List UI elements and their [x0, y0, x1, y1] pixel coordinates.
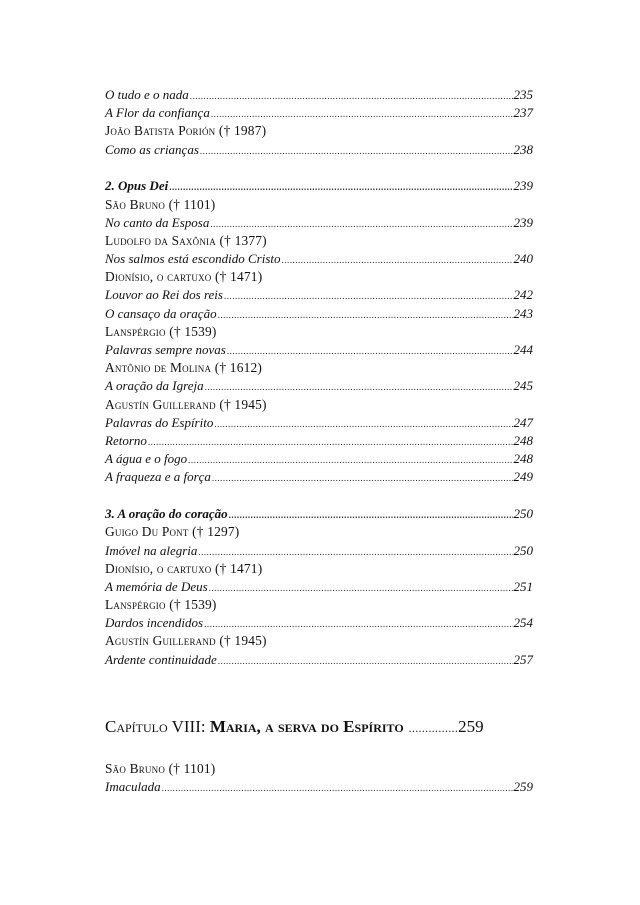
dot-leader	[188, 451, 512, 469]
toc-entry	[105, 305, 533, 323]
toc-title: Palavras sempre novas	[105, 342, 226, 358]
toc-title: Agustín Guillerand († 1945)	[105, 633, 267, 649]
toc-title: A Flor da confiança	[105, 105, 210, 121]
toc-title: Antônio de Molina († 1612)	[105, 360, 263, 376]
toc-title: Lanspérgio († 1539)	[105, 597, 217, 613]
toc-page-number: 254	[513, 615, 533, 631]
toc-entry	[105, 377, 533, 395]
dot-leader	[209, 579, 513, 597]
toc-group-4	[105, 760, 533, 796]
toc-title: Palavras do Espírito	[105, 414, 214, 430]
toc-section	[105, 505, 533, 523]
toc-title: A água e o fogo	[105, 451, 188, 467]
toc-title: São Bruno († 1101)	[105, 196, 216, 212]
toc-entry	[105, 214, 533, 232]
toc-page-number: 239	[513, 214, 533, 230]
toc-title: Imóvel na alegria	[105, 542, 198, 558]
toc-author	[105, 560, 533, 578]
toc-entry	[105, 141, 533, 159]
toc-author	[105, 359, 533, 377]
toc-entry	[105, 414, 533, 432]
dot-leader	[200, 142, 513, 160]
dot-leader	[212, 469, 513, 487]
toc-entry	[105, 778, 533, 796]
toc-page-number: 242	[513, 287, 533, 303]
toc-page-number: 237	[513, 105, 533, 121]
toc-entry	[105, 104, 533, 122]
chapter-label: Capítulo VIII:	[105, 716, 206, 736]
spacer	[105, 487, 533, 506]
spacer	[105, 159, 533, 178]
dot-leader	[282, 251, 513, 269]
toc-page-number: 239	[513, 178, 533, 194]
chapter-dots: ...............	[408, 720, 459, 735]
toc-title: Imaculada	[105, 779, 161, 794]
toc-title: O tudo e o nada	[105, 87, 189, 102]
dot-leader	[204, 615, 512, 633]
dot-leader	[224, 287, 513, 305]
toc-group-2	[105, 177, 533, 486]
dot-leader	[198, 543, 512, 561]
dot-leader	[227, 342, 513, 360]
toc-title: Dardos incendidos	[105, 615, 204, 631]
toc-page-number: 248	[513, 432, 533, 448]
toc-entry	[105, 578, 533, 596]
toc-title: Lanspérgio († 1539)	[105, 323, 217, 339]
toc-title: 2. Opus Dei	[105, 178, 169, 194]
toc-title: Guigo Du Pont († 1297)	[105, 524, 240, 540]
toc-group-1	[105, 86, 533, 159]
toc-page-number: 250	[513, 542, 533, 558]
chapter-page: 259	[458, 716, 484, 736]
toc-author	[105, 632, 533, 650]
toc-entry	[105, 614, 533, 632]
toc-page-number: 250	[513, 506, 533, 522]
toc-title: A fraqueza e a força	[105, 469, 211, 485]
toc-author	[105, 268, 533, 286]
toc-group-3	[105, 505, 533, 669]
toc-title: A oração da Igreja	[105, 378, 204, 394]
chapter-heading	[105, 712, 533, 742]
toc-page-number: 244	[513, 342, 533, 358]
toc-author	[105, 232, 533, 250]
toc-page-number: 245	[513, 378, 533, 394]
toc-page-number: 235	[513, 87, 533, 102]
dot-leader	[190, 87, 513, 105]
dot-leader	[205, 378, 513, 396]
dot-leader	[229, 506, 513, 524]
dot-leader	[162, 779, 513, 797]
toc-title: Ardente continuidade	[105, 651, 217, 667]
toc-title: Agustín Guillerand († 1945)	[105, 396, 267, 412]
toc-title: Retorno	[105, 432, 147, 448]
toc-title: 3. A oração do coração	[105, 506, 228, 522]
toc-title: Dionísio, o cartuxo († 1471)	[105, 560, 263, 576]
toc-page-number: 259	[513, 779, 533, 794]
toc-page-number: 243	[513, 305, 533, 321]
spacer	[105, 669, 533, 712]
toc-section	[105, 177, 533, 195]
toc-page-number: 248	[513, 451, 533, 467]
toc-entry	[105, 86, 533, 104]
toc-entry	[105, 468, 533, 486]
table-of-contents	[105, 86, 533, 796]
toc-title: O cansaço da oração	[105, 305, 217, 321]
toc-author	[105, 122, 533, 140]
dot-leader	[218, 652, 513, 670]
dot-leader	[214, 415, 512, 433]
toc-page-number: 247	[513, 414, 533, 430]
toc-title: Nos salmos está escondido Cristo	[105, 251, 281, 267]
toc-title: Dionísio, o cartuxo († 1471)	[105, 269, 263, 285]
dot-leader	[211, 105, 513, 123]
toc-author	[105, 396, 533, 414]
toc-title: João Batista Porión († 1987)	[105, 123, 267, 139]
toc-title: No canto da Esposa	[105, 214, 210, 230]
toc-author	[105, 323, 533, 341]
toc-entry	[105, 341, 533, 359]
toc-title: Como as crianças	[105, 141, 199, 157]
toc-entry	[105, 450, 533, 468]
chapter-title: Maria, a serva do Espírito	[209, 716, 404, 736]
toc-author	[105, 523, 533, 541]
toc-entry	[105, 250, 533, 268]
toc-page-number: 249	[513, 469, 533, 485]
toc-entry	[105, 542, 533, 560]
toc-page-number: 240	[513, 251, 533, 267]
toc-page-number: 238	[513, 141, 533, 157]
spacer	[105, 742, 533, 760]
toc-page-number: 257	[513, 651, 533, 667]
toc-entry	[105, 651, 533, 669]
toc-author	[105, 760, 533, 778]
toc-entry	[105, 286, 533, 304]
toc-entry	[105, 432, 533, 450]
dot-leader	[169, 178, 512, 196]
dot-leader	[148, 433, 513, 451]
toc-title: Louvor ao Rei dos reis	[105, 287, 223, 303]
toc-author	[105, 196, 533, 214]
toc-page-number: 251	[513, 578, 533, 594]
dot-leader	[218, 306, 513, 324]
toc-title: Ludolfo da Saxônia († 1377)	[105, 232, 267, 248]
toc-author	[105, 596, 533, 614]
toc-title: São Bruno († 1101)	[105, 760, 216, 776]
toc-title: A memória de Deus	[105, 578, 208, 594]
dot-leader	[210, 215, 512, 233]
